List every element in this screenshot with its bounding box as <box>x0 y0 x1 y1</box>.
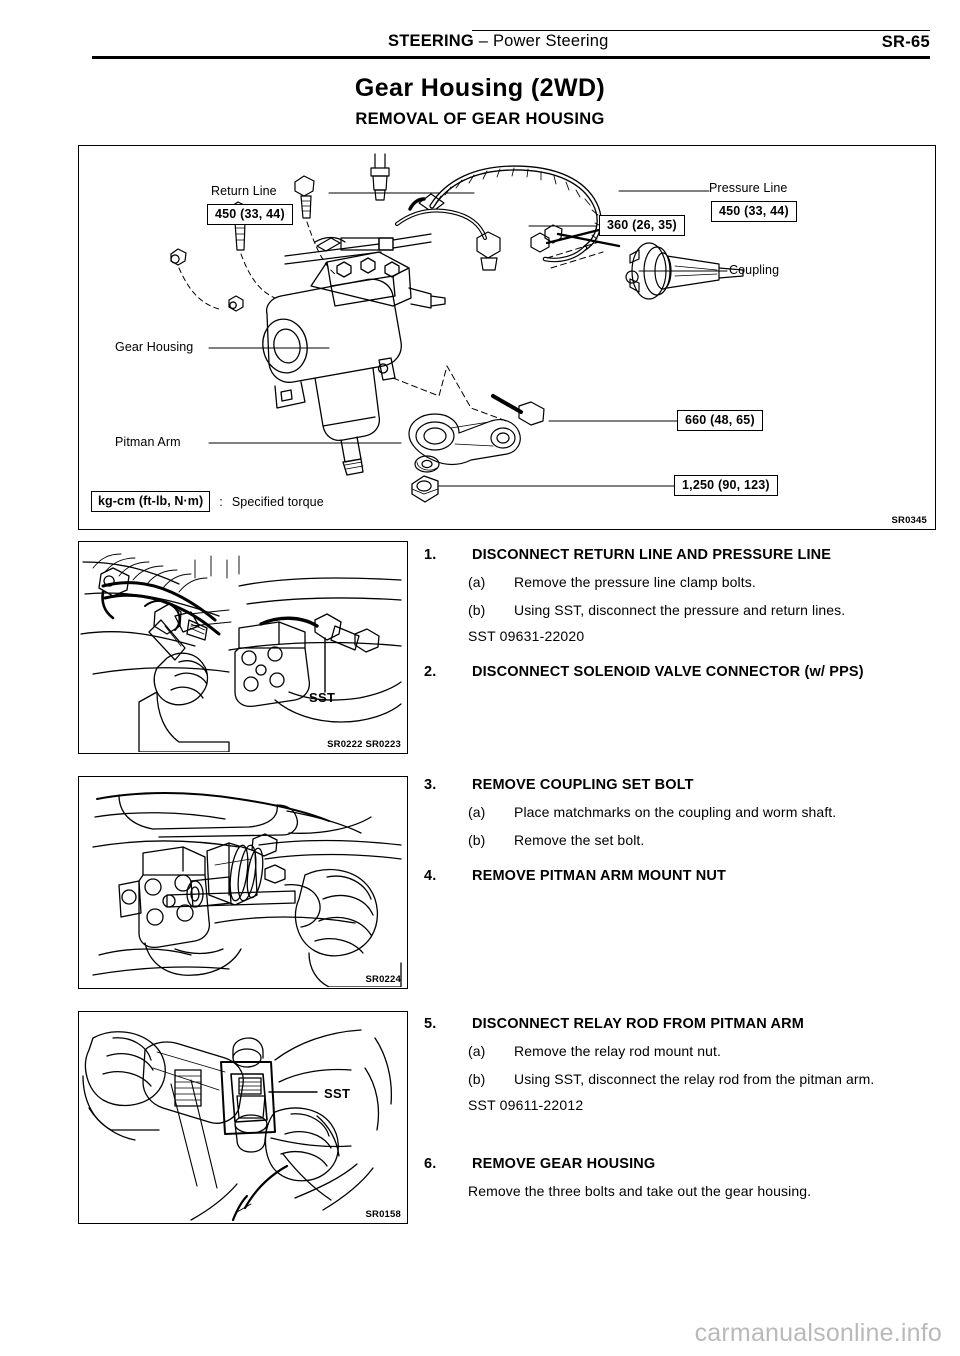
step-4 <box>424 866 939 887</box>
panel-sst-label-3: SST <box>324 1086 351 1101</box>
step-3-substep-b <box>424 830 939 852</box>
step-4-number: 4. <box>424 868 437 884</box>
exploded-diagram <box>78 145 936 530</box>
step-2-title: DISCONNECT SOLENOID VALVE CONNECTOR (w/ PPS) <box>472 664 864 680</box>
step-3-substep-b-marker: (b) <box>468 831 486 848</box>
torque-pitman-nut: 1,250 (90, 123) <box>674 475 778 496</box>
label-gear-housing: Gear Housing <box>115 340 194 354</box>
step-3-substep-a-marker: (a) <box>468 804 486 821</box>
step-5-sst-number: SST 09611-22012 <box>468 1097 584 1114</box>
step-5-heading <box>424 1014 939 1035</box>
step-3-heading <box>424 775 939 796</box>
step-3-number: 3. <box>424 777 437 793</box>
step-6 <box>424 1154 939 1203</box>
step-5-substep-b-text: Using SST, disconnect the relay rod from the pitman arm. <box>514 1070 875 1087</box>
step-1-substep-a <box>424 572 939 594</box>
step-1-heading <box>424 545 939 566</box>
step-5-substep-a-marker: (a) <box>468 1043 486 1060</box>
step-3 <box>424 775 939 851</box>
running-head-subsection: Power Steering <box>492 32 609 50</box>
step-1-substep-b <box>424 600 939 622</box>
step-1-substep-a-marker: (a) <box>468 574 486 591</box>
figure-code-diagram: SR0345 <box>891 515 927 526</box>
torque-pressure-line: 450 (33, 44) <box>711 201 797 222</box>
step-1-title: DISCONNECT RETURN LINE AND PRESSURE LINE <box>472 547 832 563</box>
step-3-substep-b-text: Remove the set bolt. <box>514 831 645 848</box>
step-5 <box>424 1014 939 1117</box>
site-watermark: carmanualsonline.info <box>694 1319 942 1347</box>
step-3-substep-a-text: Place matchmarks on the coupling and worm shaft. <box>514 804 837 821</box>
step-6-number: 6. <box>424 1156 437 1172</box>
exploded-diagram-canvas <box>79 146 935 529</box>
page-title: Gear Housing (2WD) <box>354 74 606 102</box>
header-top-hairline <box>472 30 930 31</box>
figure-panel-coupling-set-bolt <box>78 776 408 989</box>
step-1-sst-number: SST 09631-22020 <box>468 628 585 645</box>
panel-sst-label-1: SST <box>309 690 336 705</box>
torque-coupling-bolt: 360 (26, 35) <box>599 215 685 236</box>
step-2-heading <box>424 662 939 683</box>
label-coupling: Coupling <box>729 263 780 277</box>
torque-return-line: 450 (33, 44) <box>207 204 293 225</box>
relay-rod-puller-illustration <box>79 1012 406 1222</box>
label-return-line: Return Line <box>211 184 277 198</box>
figure-code-panel-2: SR0224 <box>365 974 401 985</box>
step-1-substep-b-marker: (b) <box>468 601 486 618</box>
step-1-substep-b-text: Using SST, disconnect the pressure and return lines. <box>514 601 846 618</box>
step-1-substep-a-text: Remove the pressure line clamp bolts. <box>514 574 756 591</box>
label-pressure-line: Pressure Line <box>709 181 788 195</box>
step-3-title: REMOVE COUPLING SET BOLT <box>472 777 694 793</box>
step-5-substep-b <box>424 1069 939 1091</box>
step-6-body: Remove the three bolts and take out the gear housing. <box>468 1183 812 1200</box>
step-5-title: DISCONNECT RELAY ROD FROM PITMAN ARM <box>472 1016 804 1032</box>
step-3-substep-a <box>424 802 939 824</box>
coupling-set-bolt-illustration <box>79 777 406 987</box>
figure-panel-disconnect-lines <box>78 541 408 754</box>
step-1 <box>424 545 939 648</box>
running-head-section: STEERING <box>388 32 474 50</box>
step-5-number: 5. <box>424 1016 437 1032</box>
step-2-number: 2. <box>424 664 437 680</box>
page-subtitle: REMOVAL OF GEAR HOUSING <box>355 110 605 128</box>
step-1-number: 1. <box>424 547 437 563</box>
torque-pitman-bolt: 660 (48, 65) <box>677 410 763 431</box>
step-6-title: REMOVE GEAR HOUSING <box>472 1156 656 1172</box>
running-head <box>388 32 609 51</box>
torque-legend-units: kg-cm (ft-lb, N·m) <box>91 491 210 512</box>
step-5-substep-b-marker: (b) <box>468 1070 486 1087</box>
running-head-dash: – <box>478 32 489 50</box>
figure-panel-relay-rod-puller <box>78 1011 408 1224</box>
disconnect-lines-illustration <box>79 542 406 752</box>
header-rule <box>92 56 930 59</box>
step-6-heading <box>424 1154 939 1175</box>
step-2 <box>424 662 939 683</box>
torque-legend <box>91 491 324 512</box>
page-header <box>92 30 930 66</box>
torque-legend-text: Specified torque <box>231 494 324 509</box>
step-4-heading <box>424 866 939 887</box>
figure-code-panel-1: SR0222 SR0223 <box>327 739 401 750</box>
figure-code-panel-3: SR0158 <box>365 1209 401 1220</box>
torque-legend-colon: : <box>219 494 223 509</box>
step-4-title: REMOVE PITMAN ARM MOUNT NUT <box>472 868 727 884</box>
label-pitman-arm: Pitman Arm <box>115 435 181 449</box>
step-5-substep-a-text: Remove the relay rod mount nut. <box>514 1043 721 1060</box>
step-5-substep-a <box>424 1041 939 1063</box>
page-number: SR-65 <box>881 33 930 51</box>
